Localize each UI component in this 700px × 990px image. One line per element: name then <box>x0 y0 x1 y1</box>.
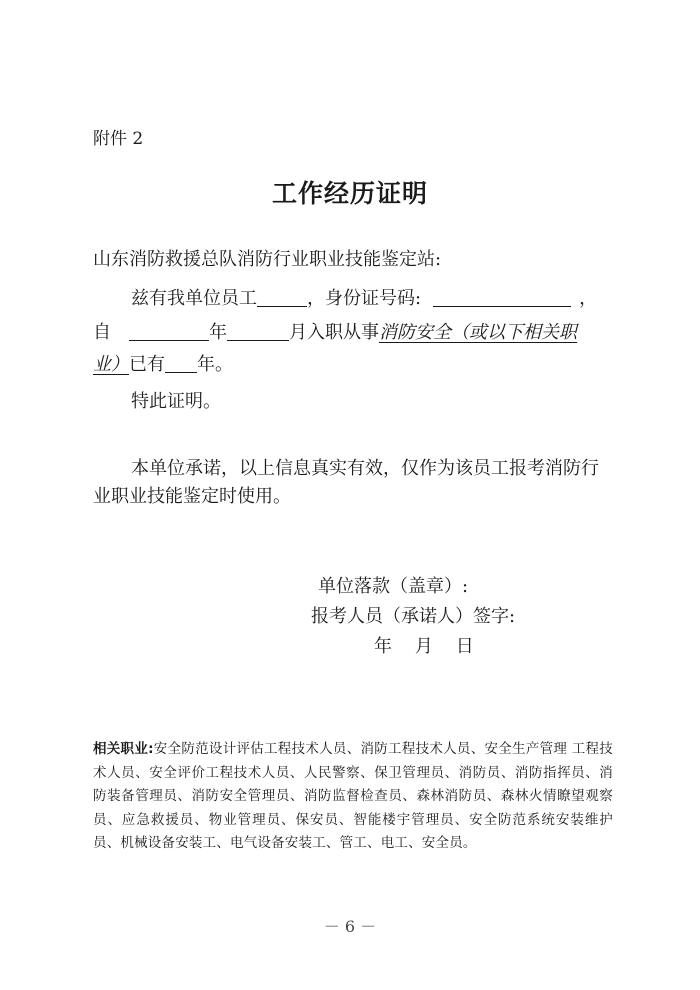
duration-label: 已有 <box>129 354 165 375</box>
month-label: 月入职从事 <box>289 322 379 343</box>
from-label: 自 <box>93 322 111 343</box>
duration-line <box>93 354 233 376</box>
duration-unit: 年。 <box>197 354 233 375</box>
year-label: 年 <box>209 322 227 343</box>
id-comma: ， <box>579 288 598 309</box>
job-field-part1: 消防安全（或以下相关职 <box>379 322 577 343</box>
id-number-blank <box>433 288 571 307</box>
job-field-part2: 业） <box>93 354 129 375</box>
id-label: ，身份证号码: <box>307 288 422 309</box>
attachment-label: 附件 2 <box>93 129 144 149</box>
month-blank <box>227 322 289 341</box>
employee-line <box>131 288 597 310</box>
date-label: 年 月 日 <box>374 636 474 657</box>
related-jobs-text: 安全防范设计评估工程技术人员、消防工程技术人员、安全生产管理 工程技术人员、安全评价工程技术人员、人民警察、保卫管理员、消防员、消防指挥员、消防装备管理员、消防安全管理员、消防监督检查员、森林消防员、森林火情瞭望观察员、应急救援员、物业管理员、保安员、智能楼宇管理员、安全防范系统安装维护员、机械设备安装工、电气设备安装工、管工、电工、安全员。 <box>93 741 613 851</box>
related-jobs-label: 相关职业: <box>93 741 154 757</box>
addressee: 山东消防救援总队消防行业职业技能鉴定站: <box>93 249 442 270</box>
promise-line-2: 业职业技能鉴定时使用。 <box>93 486 291 507</box>
promise-line-1: 本单位承诺，以上信息真实有效，仅作为该员工报考消防行 <box>131 458 599 479</box>
duration-blank <box>165 354 197 373</box>
related-jobs-note <box>93 738 613 856</box>
unit-seal-label: 单位落款（盖章）: <box>318 576 469 597</box>
certify-text: 特此证明。 <box>131 391 221 412</box>
employment-line <box>93 322 577 344</box>
page-title: 工作经历证明 <box>271 179 428 208</box>
employee-name-blank <box>257 288 307 307</box>
page-number: － 6 － <box>323 917 377 936</box>
applicant-signature-label: 报考人员（承诺人）签字: <box>311 606 516 627</box>
employee-label: 兹有我单位员工 <box>131 288 257 309</box>
year-blank <box>129 322 209 341</box>
